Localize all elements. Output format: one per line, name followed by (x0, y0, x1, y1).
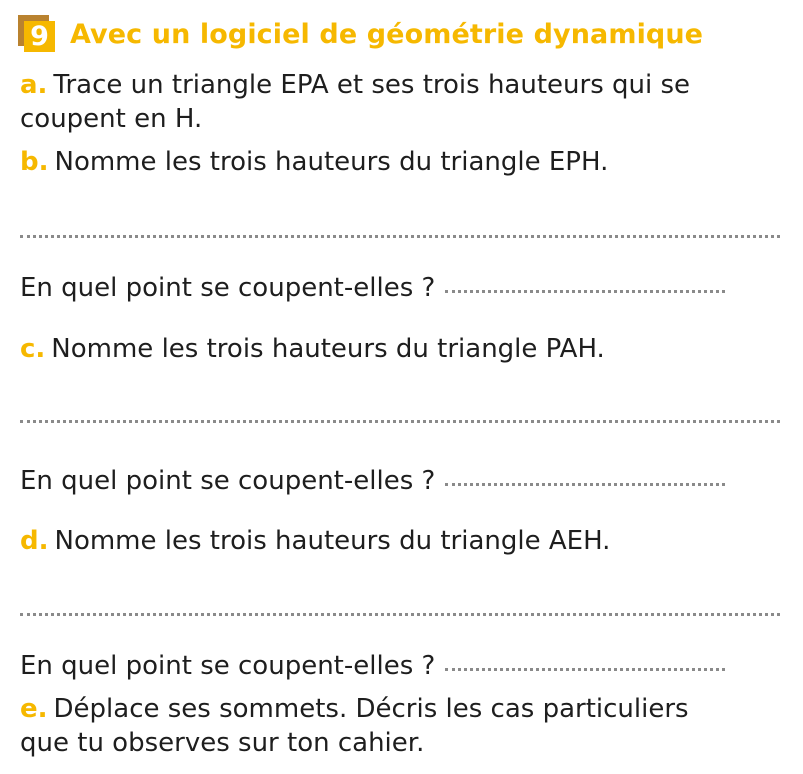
item-c-text: Nomme les trois hauteurs du triangle PAH. (51, 334, 605, 364)
answer-field-d[interactable] (445, 668, 725, 671)
item-a-letter: a. (20, 70, 48, 100)
exercise-title: Avec un logiciel de géométrie dynamique (70, 18, 704, 50)
exercise-number-badge (18, 15, 56, 53)
item-a-line2 (20, 102, 202, 136)
exercise-number: 9 (24, 21, 55, 52)
answer-line-b[interactable] (20, 235, 780, 238)
item-a-text-line2: coupent en H. (20, 104, 203, 134)
item-b-question: En quel point se coupent-elles ? (20, 273, 436, 303)
item-c-letter: c. (20, 334, 46, 364)
item-b-text: Nomme les trois hauteurs du triangle EPH. (54, 147, 609, 177)
item-e-letter: e. (20, 694, 48, 724)
item-b-line (20, 145, 608, 179)
item-a-line1 (20, 68, 690, 102)
item-e-text-line2: que tu observes sur ton cahier. (20, 728, 425, 758)
item-b-question-line (20, 271, 725, 305)
item-e-text-line1: Déplace ses sommets. Décris les cas particuliers (53, 694, 689, 724)
item-d-letter: d. (20, 526, 49, 556)
item-d-question-line (20, 649, 725, 683)
item-d-line (20, 524, 610, 558)
answer-line-c[interactable] (20, 420, 780, 423)
item-e-line1 (20, 692, 689, 726)
item-c-question-line (20, 464, 725, 498)
item-e-line2 (20, 726, 424, 760)
answer-line-d[interactable] (20, 613, 780, 616)
item-a-text-line1: Trace un triangle EPA et ses trois hauteurs qui se (53, 70, 691, 100)
item-d-question: En quel point se coupent-elles ? (20, 651, 436, 681)
answer-field-b[interactable] (445, 290, 725, 293)
item-c-line (20, 332, 605, 366)
exercise-header (18, 14, 703, 54)
item-d-text: Nomme les trois hauteurs du triangle AEH. (54, 526, 611, 556)
item-c-question: En quel point se coupent-elles ? (20, 466, 436, 496)
item-b-letter: b. (20, 147, 49, 177)
answer-field-c[interactable] (445, 483, 725, 486)
